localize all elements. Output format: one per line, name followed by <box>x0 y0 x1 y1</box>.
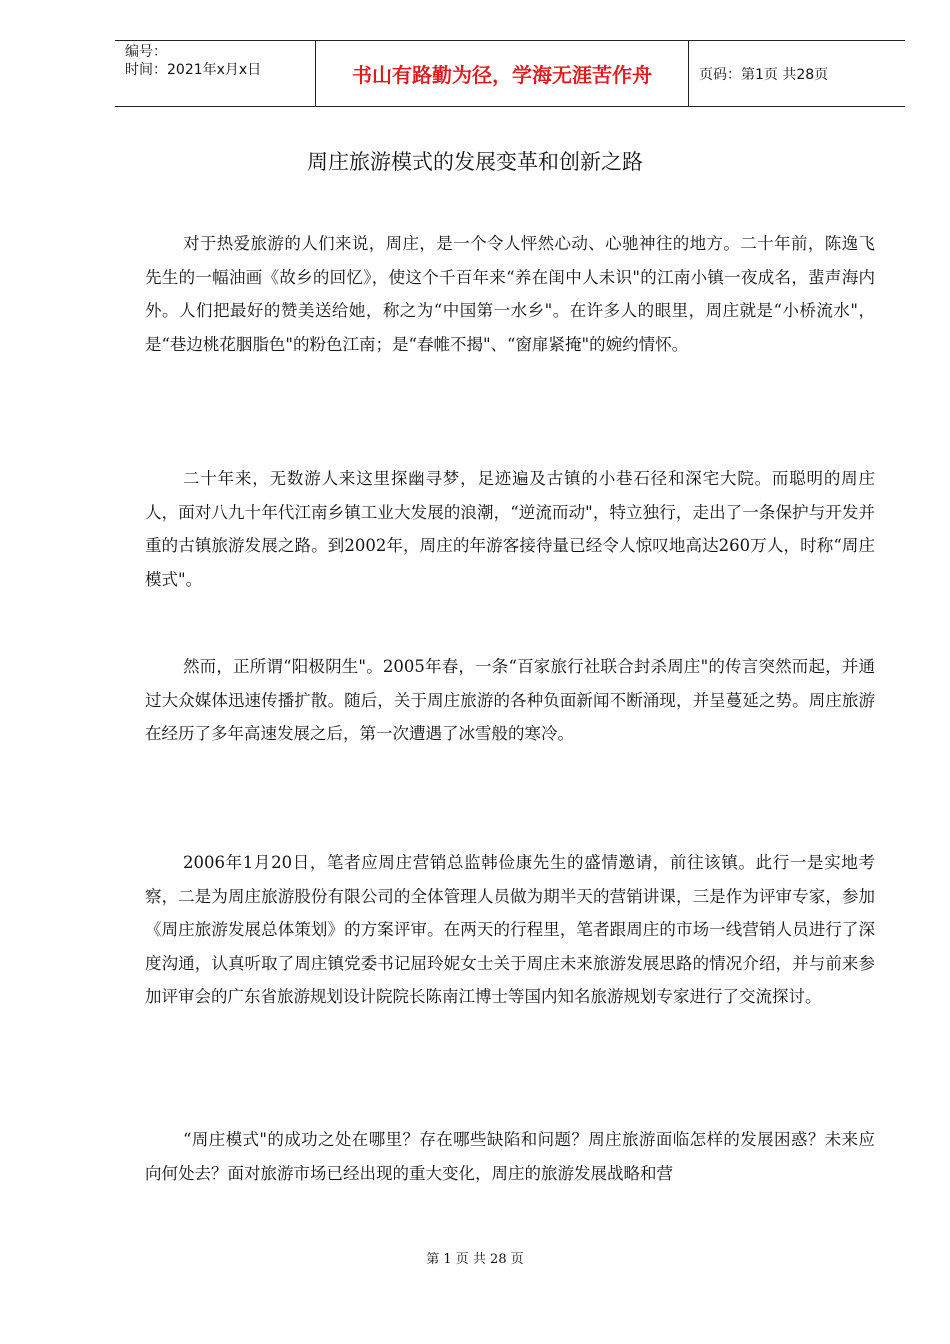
paragraph-1: 对于热爱旅游的人们来说，周庄，是一个令人怦然心动、心驰神往的地方。二十年前，陈逸飞先生的一幅油画《故乡的回忆》，使这个千百年来“养在闺中人未识"的江南小镇一夜成名，蜚声海内外。人们把最好的赞美送给她，称之为“中国第一水乡"。在许多人的眼里，周庄就是“小桥流水"，是“巷边桃花胭脂色"的粉色江南；是“春帷不揭"、“窗扉紧掩"的婉约情怀。 <box>145 234 875 354</box>
time-label: 时间：2021年x月x日 <box>125 62 262 78</box>
paragraph-2: 二十年来，无数游人来这里探幽寻梦，足迹遍及古镇的小巷石径和深宅大院。而聪明的周庄人，面对八九十年代江南乡镇工业大发展的浪潮，“逆流而动"，特立独行，走出了一条保护与开发并重的古镇旅游发展之路。到2002年，周庄的年游客接待量已经令人惊叹地高达260万人，时称“周庄模式"。 <box>145 469 875 589</box>
header-meta <box>115 41 315 106</box>
page-footer: 第 1 页 共 28 页 <box>426 1252 524 1267</box>
page-header <box>115 40 905 107</box>
header-page-info: 页码：第1页 共28页 <box>699 66 829 83</box>
header-motto: 书山有路勤为径，学海无涯苦作舟 <box>315 41 689 106</box>
paragraph-4: 2006年1月20日，笔者应周庄营销总监韩俭康先生的盛情邀请，前往该镇。此行一是实地考察，二是为周庄旅游股份有限公司的全体管理人员做为期半天的营销讲课，三是作为评审专家，参加《周庄旅游发展总体策划》的方案评审。在两天的行程里，笔者跟周庄的市场一线营销人员进行了深度沟通，认真听取了周庄镇党委书记屈玲妮女士关于周庄未来旅游发展思路的情况介绍，并与前来参加评审会的广东省旅游规划设计院院长陈南江博士等国内知名旅游规划专家进行了交流探讨。 <box>145 853 875 1006</box>
serial-label: 编号： <box>125 44 167 60</box>
paragraph-5: “周庄模式"的成功之处在哪里？存在哪些缺陷和问题？周庄旅游面临怎样的发展困惑？未来应向何处去？面对旅游市场已经出现的重大变化，周庄的旅游发展战略和营 <box>145 1130 875 1183</box>
document-title: 周庄旅游模式的发展变革和创新之路 <box>307 150 643 174</box>
paragraph-3: 然而，正所谓“阳极阴生"。2005年春，一条“百家旅行社联合封杀周庄"的传言突然而起，并通过大众媒体迅速传播扩散。随后，关于周庄旅游的各种负面新闻不断涌现，并呈蔓延之势。周庄旅游在经历了多年高速发展之后，第一次遭遇了冰雪般的寒冷。 <box>145 657 875 743</box>
